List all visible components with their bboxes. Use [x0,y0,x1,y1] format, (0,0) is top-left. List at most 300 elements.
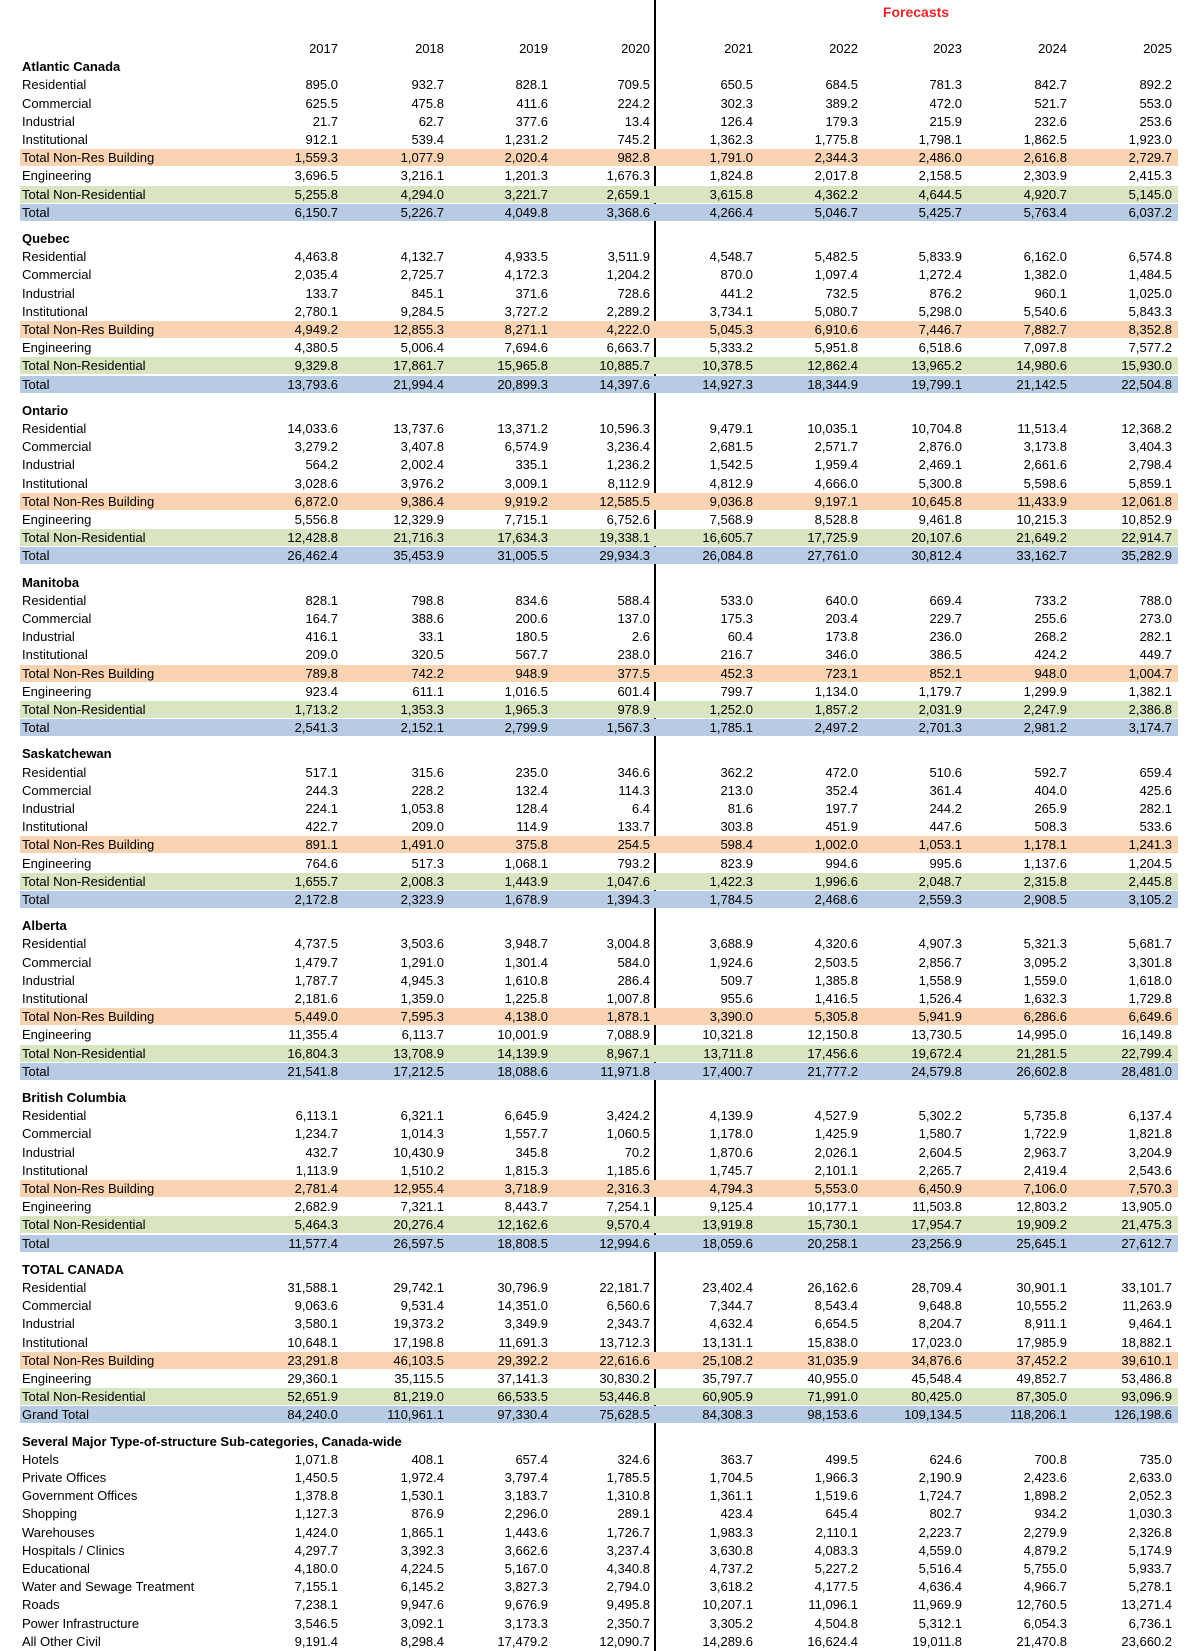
cell-value: 1,231.2 [504,132,548,147]
cell-value: 1,542.5 [709,457,753,473]
cell-value: 2,659.1 [606,186,650,202]
section-title [20,230,1178,247]
table-row [20,683,1178,700]
row-label: Residential [22,1108,87,1124]
table-row [20,266,1178,283]
cell-value: 4,083.3 [814,1542,858,1558]
cell-value: 3,237.4 [606,1542,650,1558]
cell-value: 5,933.7 [1128,1561,1172,1576]
cell-value: 21,716.3 [393,530,444,546]
row-label: Industrial [22,629,75,645]
cell-value: 592.7 [1034,764,1067,780]
cell-value: 2,661.6 [1023,457,1067,473]
cell-value: 1,724.7 [918,1488,962,1504]
row-label: All Other Civil [22,1633,101,1649]
cell-value: 35,797.7 [702,1371,753,1386]
row-label: Engineering [22,1027,92,1043]
cell-value: 5,227.2 [814,1561,858,1576]
cell-value: 567.7 [515,647,548,663]
cell-value: 1,201.3 [504,168,548,184]
cell-value: 17,634.3 [497,530,548,546]
cell-value: 994.6 [825,855,858,871]
cell-value: 244.3 [305,782,338,798]
cell-value: 2,423.6 [1023,1470,1067,1485]
cell-value: 1,557.7 [504,1126,548,1142]
cell-value: 244.2 [929,801,962,816]
table-row [20,1524,1178,1541]
cell-value: 1,234.7 [294,1126,338,1142]
cell-value: 472.0 [929,95,962,111]
cell-value: 1,865.1 [400,1524,444,1540]
cell-value: 1,361.1 [709,1488,753,1504]
cell-value: 923.4 [305,683,338,699]
cell-value: 1,137.6 [1023,855,1067,871]
row-label: Industrial [22,285,75,301]
cell-value: 110,961.1 [387,1407,444,1423]
table-row [20,1026,1178,1043]
cell-value: 9,461.8 [918,512,962,527]
cell-value: 22,504.8 [1121,376,1172,392]
cell-value: 1,097.4 [814,267,858,283]
cell-value: 7,254.1 [606,1199,650,1215]
table-row [20,1487,1178,1504]
table-row [20,149,1178,166]
cell-value: 7,577.2 [1128,340,1172,356]
cell-value: 948.9 [515,665,548,681]
cell-value: 659.4 [1139,764,1172,780]
year-header-row [20,40,1178,57]
cell-value: 2,486.0 [918,150,962,166]
cell-value: 823.9 [720,855,753,871]
cell-value: 14,980.6 [1016,358,1067,374]
cell-value: 1,382.1 [1128,683,1172,699]
cell-value: 15,930.0 [1121,358,1172,374]
cell-value: 2,419.4 [1023,1162,1067,1178]
cell-value: 6,736.1 [1128,1615,1172,1631]
cell-value: 4,380.5 [294,340,338,356]
cell-value: 25,108.2 [702,1352,753,1368]
cell-value: 324.6 [617,1451,650,1467]
cell-value: 22,799.4 [1121,1045,1172,1061]
cell-value: 33,162.7 [1016,548,1067,564]
table-row [20,873,1178,890]
cell-value: 1,983.3 [709,1524,753,1540]
cell-value: 9,531.4 [400,1298,444,1314]
cell-value: 452.3 [720,665,753,681]
cell-value: 1,178.0 [709,1126,753,1142]
table-row [20,1560,1178,1577]
cell-value: 960.1 [1034,285,1067,301]
cell-value: 7,321.1 [400,1199,444,1215]
cell-value: 2,223.7 [918,1524,962,1540]
cell-value: 13,919.8 [702,1217,753,1233]
cell-value: 982.8 [617,150,650,166]
cell-value: 411.6 [516,95,548,111]
table-row [20,1008,1178,1025]
cell-value: 9,464.1 [1128,1316,1172,1332]
cell-value: 53,446.8 [599,1389,650,1405]
cell-value: 709.5 [617,77,650,93]
table-row [20,1406,1178,1423]
row-label: Institutional [22,647,88,663]
cell-value: 45,548.4 [911,1371,962,1386]
section-title-label: Ontario [22,402,69,418]
cell-value: 912.1 [305,132,338,147]
cell-value: 4,504.8 [814,1615,858,1631]
cell-value: 6,037.2 [1128,204,1172,220]
cell-value: 5,516.4 [918,1561,962,1576]
cell-value: 10,645.8 [911,493,962,509]
cell-value: 3,004.8 [606,936,650,952]
cell-value: 5,941.9 [918,1009,962,1025]
cell-value: 320.5 [411,647,444,663]
cell-value: 49,852.7 [1016,1371,1067,1386]
cell-value: 7,097.8 [1023,340,1067,356]
cell-value: 11,503.8 [912,1199,962,1215]
cell-value: 424.2 [1034,647,1067,663]
section-title-label: Alberta [22,918,67,934]
table-row [20,511,1178,528]
cell-value: 1,416.5 [814,991,858,1006]
cell-value: 5,045.3 [709,322,753,337]
cell-value: 2,026.1 [814,1144,858,1160]
cell-value: 728.6 [617,285,650,301]
cell-value: 27,761.0 [807,548,858,564]
cell-value: 2,190.9 [918,1470,962,1485]
cell-value: 21,777.2 [807,1063,858,1079]
cell-value: 228.2 [411,782,444,798]
year-header: 2024 [1038,41,1067,56]
row-label: Total Non-Residential [22,1389,146,1405]
cell-value: 845.1 [411,285,444,301]
cell-value: 1,966.3 [814,1470,858,1485]
cell-value: 10,430.9 [393,1144,444,1160]
cell-value: 302.3 [720,95,753,111]
cell-value: 40,955.0 [807,1371,858,1386]
cell-value: 1,924.6 [709,954,753,970]
cell-value: 1,016.5 [504,683,548,699]
cell-value: 5,278.1 [1128,1579,1172,1595]
table-row [20,954,1178,971]
cell-value: 11,971.8 [600,1063,650,1079]
cell-value: 8,112.9 [607,475,650,491]
cell-value: 137.0 [617,611,650,626]
table-row [20,339,1178,356]
cell-value: 232.6 [1034,113,1067,129]
cell-value: 700.8 [1034,1451,1067,1467]
cell-value: 18,059.6 [702,1235,753,1251]
cell-value: 408.1 [411,1451,444,1467]
cell-value: 876.9 [411,1506,444,1522]
row-label: Engineering [22,1199,92,1215]
cell-value: 4,812.9 [709,475,753,491]
cell-value: 13.4 [624,113,650,129]
row-label: Engineering [22,512,92,527]
cell-value: 1,815.3 [504,1162,548,1178]
cell-value: 11,263.9 [1122,1298,1172,1314]
cell-value: 17,725.9 [807,530,858,546]
cell-value: 449.7 [1139,647,1172,663]
cell-value: 3,688.9 [709,936,753,952]
cell-value: 29,934.3 [599,548,650,564]
cell-value: 4,138.0 [504,1009,548,1025]
cell-value: 645.4 [825,1506,858,1522]
cell-value: 21,994.4 [393,376,444,392]
cell-value: 625.5 [305,95,338,111]
cell-value: 21.7 [312,113,338,129]
cell-value: 362.2 [720,764,753,780]
cell-value: 1,310.8 [606,1488,650,1504]
cell-value: 2,323.9 [400,892,444,907]
cell-value: 14,289.6 [702,1633,753,1649]
cell-value: 432.7 [305,1144,338,1160]
cell-value: 14,927.3 [702,376,753,392]
cell-value: 8,204.7 [918,1316,962,1332]
cell-value: 19,799.1 [911,376,962,392]
cell-value: 10,648.1 [287,1334,338,1350]
cell-value: 4,644.5 [918,186,962,202]
cell-value: 31,588.1 [287,1280,338,1295]
cell-value: 4,177.5 [814,1579,858,1595]
row-label: Residential [22,421,87,436]
cell-value: 1,862.5 [1023,132,1067,147]
cell-value: 6,649.6 [1128,1009,1172,1025]
cell-value: 84,308.3 [702,1407,753,1423]
table-row [20,113,1178,130]
cell-value: 1,077.9 [400,150,444,166]
row-label: Residential [22,592,87,608]
cell-value: 27,612.7 [1121,1235,1172,1251]
table-row [20,1469,1178,1486]
row-label: Residential [22,1280,87,1295]
cell-value: 1,878.1 [606,1009,650,1025]
cell-value: 1,127.3 [294,1506,338,1522]
cell-value: 7,570.3 [1128,1181,1172,1196]
cell-value: 21,649.2 [1016,530,1067,546]
cell-value: 10,321.8 [702,1027,753,1043]
cell-value: 1,422.3 [709,873,753,889]
cell-value: 588.4 [617,592,650,608]
cell-value: 1,857.2 [814,702,858,717]
year-header: 2022 [829,41,858,56]
cell-value: 15,838.0 [807,1334,858,1350]
section-title [20,745,1178,762]
cell-value: 18,882.1 [1121,1334,1172,1350]
cell-value: 9,648.8 [918,1298,962,1314]
section-title-label: TOTAL CANADA [22,1261,124,1277]
cell-value: 4,548.7 [709,249,753,265]
cell-value: 3,173.3 [504,1615,548,1631]
cell-value: 4,463.8 [294,249,338,265]
cell-value: 17,212.5 [393,1063,444,1079]
cell-value: 1,972.4 [400,1470,444,1485]
row-label: Warehouses [22,1524,95,1540]
cell-value: 5,300.8 [918,475,962,491]
cell-value: 2,701.3 [918,720,962,736]
cell-value: 4,362.2 [814,186,858,202]
cell-value: 20,258.1 [807,1235,858,1251]
cell-value: 5,425.7 [918,204,962,220]
table-row [20,1180,1178,1197]
cell-value: 650.5 [720,77,753,93]
cell-value: 23,402.4 [702,1280,753,1295]
row-label: Institutional [22,132,88,147]
cell-value: 235.0 [515,764,548,780]
cell-value: 8,911.1 [1024,1316,1067,1332]
cell-value: 12,329.9 [393,512,444,527]
cell-value: 1,559.3 [294,150,338,166]
row-label: Hospitals / Clinics [22,1542,125,1558]
cell-value: 13,737.6 [393,421,444,436]
cell-value: 1,053.1 [918,837,962,853]
cell-value: 3,827.3 [504,1579,548,1595]
cell-value: 1,798.1 [918,132,962,147]
section-title-label: Atlantic Canada [22,59,121,75]
cell-value: 2,265.7 [918,1162,962,1178]
cell-value: 4,966.7 [1023,1579,1067,1595]
cell-value: 4,920.7 [1023,186,1067,202]
cell-value: 1,996.6 [814,873,858,889]
cell-value: 388.6 [411,611,444,626]
cell-value: 11,355.4 [288,1027,338,1043]
cell-value: 2,172.8 [294,892,338,907]
cell-value: 21,541.8 [287,1063,338,1079]
cell-value: 5,080.7 [814,303,858,319]
cell-value: 6,574.9 [504,439,548,455]
table-row [20,972,1178,989]
cell-value: 4,139.9 [709,1108,753,1124]
table-row [20,420,1178,437]
cell-value: 2,681.5 [709,439,753,455]
table-row [20,1615,1178,1632]
cell-value: 9,191.4 [294,1633,338,1649]
cell-value: 2,856.7 [918,954,962,970]
cell-value: 6,645.9 [504,1108,548,1124]
cell-value: 265.9 [1034,801,1067,816]
row-label: Residential [22,936,87,952]
row-label: Total [22,1063,50,1079]
year-header: 2021 [724,41,753,56]
cell-value: 2,798.4 [1128,457,1172,473]
section-title [20,1433,1178,1450]
table-row [20,1542,1178,1559]
cell-value: 14,139.9 [497,1045,548,1061]
cell-value: 377.6 [515,113,548,129]
row-label: Total Non-Res Building [22,1352,155,1368]
cell-value: 3,368.6 [606,204,650,220]
cell-value: 499.5 [825,1451,858,1467]
cell-value: 18,088.6 [497,1063,548,1079]
cell-value: 30,830.2 [599,1371,650,1386]
row-label: Institutional [22,475,88,491]
cell-value: 3,095.2 [1023,954,1067,970]
cell-value: 4,294.0 [400,186,444,202]
cell-value: 5,859.1 [1128,475,1172,491]
cell-value: 3,390.0 [709,1009,753,1025]
cell-value: 2,315.8 [1023,873,1067,889]
cell-value: 8,298.4 [400,1633,444,1649]
cell-value: 6,054.3 [1023,1615,1067,1631]
cell-value: 2,326.8 [1128,1524,1172,1540]
cell-value: 28,709.4 [911,1280,962,1295]
cell-value: 3,183.7 [504,1488,548,1504]
cell-value: 7,344.7 [709,1298,753,1314]
cell-value: 733.2 [1034,592,1067,608]
cell-value: 2,781.4 [294,1181,338,1196]
row-label: Shopping [22,1506,77,1522]
cell-value: 13,271.4 [1121,1597,1172,1613]
cell-value: 35,115.5 [394,1371,444,1386]
cell-value: 197.7 [825,801,858,816]
row-label: Total Non-Res Building [22,1009,155,1025]
cell-value: 97,330.4 [497,1407,548,1423]
cell-value: 517.1 [305,764,338,780]
cell-value: 2,020.4 [504,150,548,166]
cell-value: 2,350.7 [606,1615,650,1631]
row-label: Industrial [22,113,75,129]
cell-value: 3,734.1 [709,303,753,319]
cell-value: 934.2 [1034,1506,1067,1522]
cell-value: 2,497.2 [814,720,858,736]
cell-value: 1,007.8 [606,991,650,1006]
cell-value: 7,106.0 [1023,1181,1067,1196]
cell-value: 3,630.8 [709,1542,753,1558]
section-title [20,574,1178,591]
row-label: Total Non-Residential [22,873,146,889]
cell-value: 31,005.5 [497,548,548,564]
cell-value: 7,088.9 [606,1027,650,1043]
cell-value: 1,785.1 [709,720,753,736]
cell-value: 416.1 [305,629,338,645]
cell-value: 26,602.8 [1016,1063,1067,1079]
cell-value: 179.3 [825,113,858,129]
cell-value: 6,518.6 [918,340,962,356]
cell-value: 1,787.7 [294,972,338,988]
cell-value: 1,610.8 [504,972,548,988]
row-label: Engineering [22,168,92,184]
cell-value: 842.7 [1034,77,1067,93]
row-label: Commercial [22,439,92,455]
cell-value: 5,167.0 [504,1561,548,1576]
year-header: 2018 [415,41,444,56]
cell-value: 20,276.4 [393,1217,444,1233]
cell-value: 1,632.3 [1023,991,1067,1006]
cell-value: 53,486.8 [1121,1371,1172,1386]
cell-value: 3,696.5 [294,168,338,184]
cell-value: 19,373.2 [393,1316,444,1332]
cell-value: 2,031.9 [918,702,962,717]
cell-value: 3,580.1 [294,1316,338,1332]
row-label: Total Non-Res Building [22,665,155,681]
cell-value: 441.2 [720,285,753,301]
cell-value: 4,049.8 [504,204,548,220]
cell-value: 9,036.8 [709,493,753,509]
cell-value: 126,198.6 [1114,1407,1172,1423]
cell-value: 23,291.8 [287,1352,338,1368]
cell-value: 2,729.7 [1128,150,1172,166]
cell-value: 12,855.3 [393,322,444,337]
cell-value: 3,407.8 [400,439,444,455]
cell-value: 3,662.6 [504,1542,548,1558]
cell-value: 1,510.2 [400,1162,444,1178]
row-label: Total Non-Residential [22,1217,146,1233]
cell-value: 584.0 [617,954,650,970]
cell-value: 1,047.6 [606,873,650,889]
cell-value: 71,991.0 [807,1389,858,1405]
cell-value: 2,289.2 [606,303,650,319]
cell-value: 3,727.2 [504,303,548,319]
cell-value: 5,302.2 [918,1108,962,1124]
